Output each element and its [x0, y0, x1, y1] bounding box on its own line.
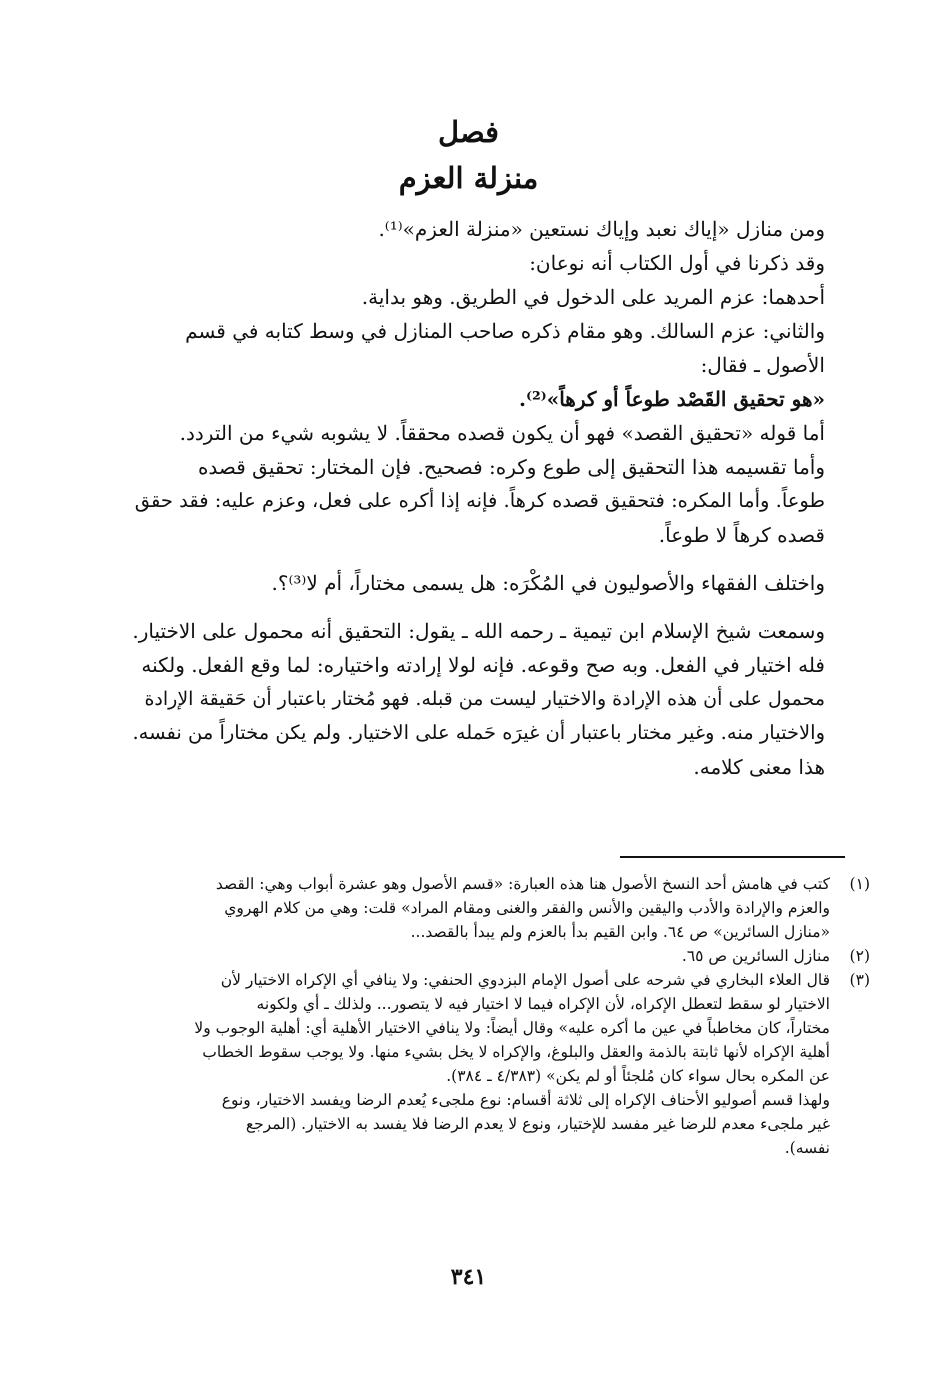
footnote-line: نفسه). [784, 1139, 830, 1157]
text-line: والثاني: عزم السالك. وهو مقام ذكره صاحب المنازل في وسط كتابه في قسم [185, 319, 825, 343]
text-line: والاختيار منه. وغير مختار باعتبار أن غيرَه حَمله على الاختيار. ولم يكن مختاراً من نفسه. [132, 721, 825, 744]
text-line: وقد ذكرنا في أول الكتاب أنه نوعان: [529, 251, 825, 275]
footnote-number: (١) [849, 875, 870, 893]
footnote-line: مختاراً، كان مخاطباً في عين ما أكره عليه» وقال أيضاً: ولا ينافي الاختيار الأهلية أي: أهلية الوجوب ولا [194, 1019, 830, 1037]
footnote-2 [130, 944, 870, 968]
paragraph-gap [130, 552, 825, 566]
footnote-line: كتب في هامش أحد النسخ الأصول هنا هذه العبارة: «قسم الأصول وهو عشرة أبواب وهي: القصد [215, 875, 830, 893]
paragraph-gap [130, 600, 825, 614]
text-line: فله اختيار في الفعل. وبه صح وقوعه. فإنه لولا إرادته واختياره: لما وقع الفعل. ولكنه [141, 653, 825, 677]
text-line: قصده كرهاً لا طوعاً. [658, 523, 825, 547]
footnote-line: «منازل السائرين» ص ٦٤. وابن القيم بدأ بالعزم ولم يبدأ بالقصد... [410, 923, 830, 941]
footnote-line: والعزم والإرادة والأدب واليقين والأنس والفقر والغنى ومقام المراد» قلت: وهي من كلام الهروي [224, 899, 830, 917]
footnote-3 [130, 968, 870, 1160]
footnote-number: (٣) [849, 971, 870, 989]
footnote-line: قال العلاء البخاري في شرحه على أصول الإمام البزدوي الحنفي: ولا ينافي أي الإكراه الاختيار لأن [220, 971, 830, 989]
text-line: طوعاً. وأما المكره: فتحقيق قصده كرهاً. فإنه إذا أكره على فعل، وعزم عليه: فقد حقق [134, 489, 825, 512]
main-text [130, 212, 825, 784]
text-line: محمول على أن هذه الإرادة والاختيار ليست من قبله. فهو مُختار باعتبار أن حَقيقة الإرادة [144, 688, 825, 710]
footnote-number: (٢) [849, 947, 870, 965]
footnote-line: الاختيار لو سقط لتعطل الإكراه، لأن الإكراه فيما لا اختيار فيه لا يتصور... ولذلك ـ أي ولكونه [256, 995, 830, 1013]
text-line: وأما تقسيمه هذا التحقيق إلى طوع وكره: فصحيح. فإن المختار: تحقيق قصده [197, 455, 825, 479]
section-title: فصل [438, 115, 499, 149]
text-line: واختلف الفقهاء والأصوليون في المُكْرَه: هل يسمى مختاراً، أم لا⁽³⁾؟. [271, 571, 825, 595]
text-line: أما قوله «تحقيق القصد» فهو أن يكون قصده محققاً. لا يشوبه شيء من التردد. [179, 421, 825, 445]
text-line: وسمعت شيخ الإسلام ابن تيمية ـ رحمه الله ـ يقول: التحقيق أنه محمول على الاختيار. [132, 619, 825, 643]
text-line: الأصول ـ فقال: [700, 353, 825, 377]
footnote-line: عن المكره بحال سواء كان مُلجئاً أو لم يكن» (٤/٣٨٣ ـ ٣٨٤). [446, 1067, 830, 1085]
text-line: أحدهما: عزم المريد على الدخول في الطريق. وهو بداية. [361, 285, 825, 309]
footnote-line: ولهذا قسم أصوليو الأحناف الإكراه إلى ثلاثة أقسام: نوع ملجىء يُعدم الرضا ويفسد الاختيار، ونوع [221, 1091, 830, 1109]
footnote-line: منازل السائرين ص ٦٥. [681, 947, 830, 965]
footnote-1 [130, 872, 870, 944]
text-line: هذا معنى كلامه. [693, 755, 825, 779]
text-line: ومن منازل «إياك نعبد وإياك نستعين «منزلة العزم»⁽¹⁾. [378, 217, 825, 241]
section-subtitle: منزلة العزم [398, 161, 539, 195]
footnote-line: أهلية الإكراه لأنها ثابتة بالذمة والعقل والبلوغ، والإكراه لا يخل بشيء منها. ولا يوجب سقوط الخطاب [202, 1043, 830, 1061]
footnotes [130, 872, 870, 1160]
quoted-definition: «هو تحقيق القَصْد طوعاً أو كرهاً»⁽²⁾. [519, 387, 825, 411]
page-number: ٣٤١ [450, 1264, 487, 1290]
footnote-line: غير ملجىء معدم للرضا غير مفسد للإختيار، ونوع لا يعدم الرضا فلا يفسد به الاختيار. (المرجع [245, 1115, 830, 1133]
footnote-divider [620, 856, 845, 858]
